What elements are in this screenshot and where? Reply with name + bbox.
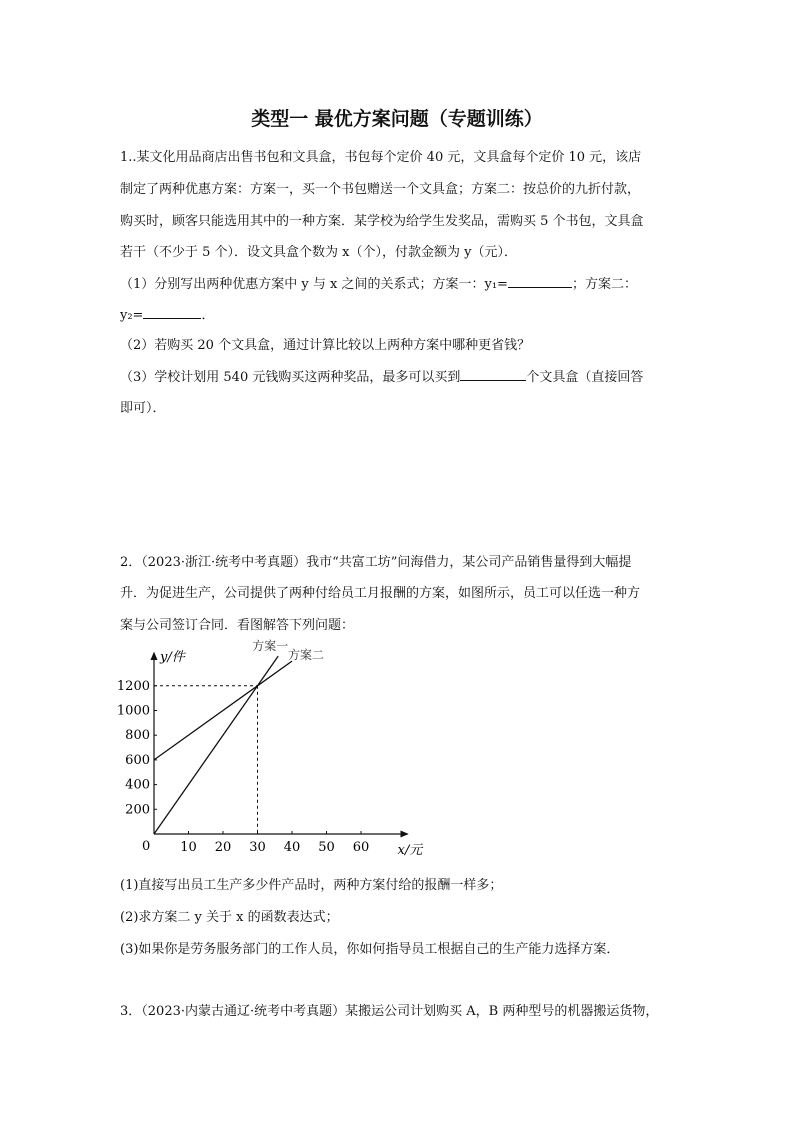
q1-part-1-text-c: y₂= (120, 308, 144, 323)
q1-part-1-text: （1）分别写出两种优惠方案中 y 与 x 之间的关系式；方案一：y₁= (120, 277, 508, 292)
answer-blank-y1[interactable] (508, 275, 572, 288)
y-axis-label: y/件 (160, 649, 185, 665)
series-label-1: 方案一 (252, 639, 289, 654)
series-label-2: 方案二 (288, 648, 325, 663)
answer-blank-y2[interactable] (143, 306, 201, 319)
q2-line-2: 升．为促进生产，公司提供了两种付给员工月报酬的方案，如图所示，员工可以任选一种方 (120, 586, 641, 601)
q1-part-2: （2）若购买 20 个文具盒，通过计算比较以上两种方案中哪种更省钱？ (120, 338, 531, 353)
y-tick-label: 400 (125, 777, 150, 793)
q1-part-1 (120, 273, 637, 292)
x-tick-label: 20 (214, 840, 232, 855)
q3-line-1: 3．（2023·内蒙古通辽·统考中考真题）某搬运公司计划购买 A，B 两种型号的机器搬运货物， (120, 1004, 659, 1019)
y-tick-label: 200 (125, 802, 150, 818)
y-tick-label: 1200 (116, 678, 150, 694)
answer-blank-count[interactable] (460, 368, 526, 381)
x-tick-label: 40 (283, 840, 301, 855)
page-title: 类型一 最优方案问题（专题训练） (251, 108, 543, 130)
q1-line-1: 1..某文化用品商店出售书包和文具盒，书包每个定价 40 元，文具盒每个定价 10 元，该店 (120, 150, 642, 165)
y-tick-label: 600 (125, 752, 150, 768)
x-tick-label: 60 (352, 840, 370, 855)
q1-part-3-cont: 即可）． (120, 401, 166, 416)
q2-line-3: 案与公司签订合同．看图解答下列问题： (120, 618, 355, 633)
q2-sub-3: (3)如果你是劳务服务部门的工作人员，你如何指导员工根据自己的生产能力选择方案． (120, 942, 620, 957)
series-line-2 (154, 661, 292, 760)
q1-part-1-cont (120, 304, 214, 323)
series-line-1 (154, 656, 278, 834)
origin-label: 0 (142, 839, 151, 854)
y-tick-label: 800 (125, 728, 150, 744)
q2-sub-1: (1)直接写出员工生产多少件产品时，两种方案付给的报酬一样多； (120, 878, 503, 893)
x-tick-label: 50 (318, 840, 335, 855)
q1-part-3-text-b: 个文具盒（直接回答 (526, 370, 644, 385)
q2-chart (116, 632, 423, 864)
q1-line-4: 若干（不少于 5 个）．设文具盒个数为 x（个），付款金额为 y（元）． (120, 245, 517, 260)
y-tick-label: 1000 (116, 703, 150, 719)
q2-line-1: 2．（2023·浙江·统考中考真题）我市“共富工坊”问海借力，某公司产品销售量得到大幅提 (120, 555, 632, 570)
x-tick-label: 10 (180, 840, 197, 855)
q1-line-3: 购买时，顾客只能选用其中的一种方案．某学校为给学生发奖品，需购买 5 个书包，文具盒 (120, 214, 644, 229)
q1-line-2: 制定了两种优惠方案：方案一，买一个书包赠送一个文具盒；方案二：按总价的九折付款， (120, 182, 641, 197)
x-axis-label: x/元 (397, 843, 423, 858)
q1-part-3-text: （3）学校计划用 540 元钱购买这两种奖品，最多可以买到 (120, 370, 461, 385)
x-tick-label: 30 (249, 840, 266, 855)
q1-part-3 (120, 366, 643, 385)
q2-sub-2: (2)求方案二 y 关于 x 的函数表达式； (120, 910, 339, 925)
q1-part-1-text-b: ；方案二： (571, 277, 637, 292)
q1-part-1-text-d: ． (201, 308, 215, 323)
